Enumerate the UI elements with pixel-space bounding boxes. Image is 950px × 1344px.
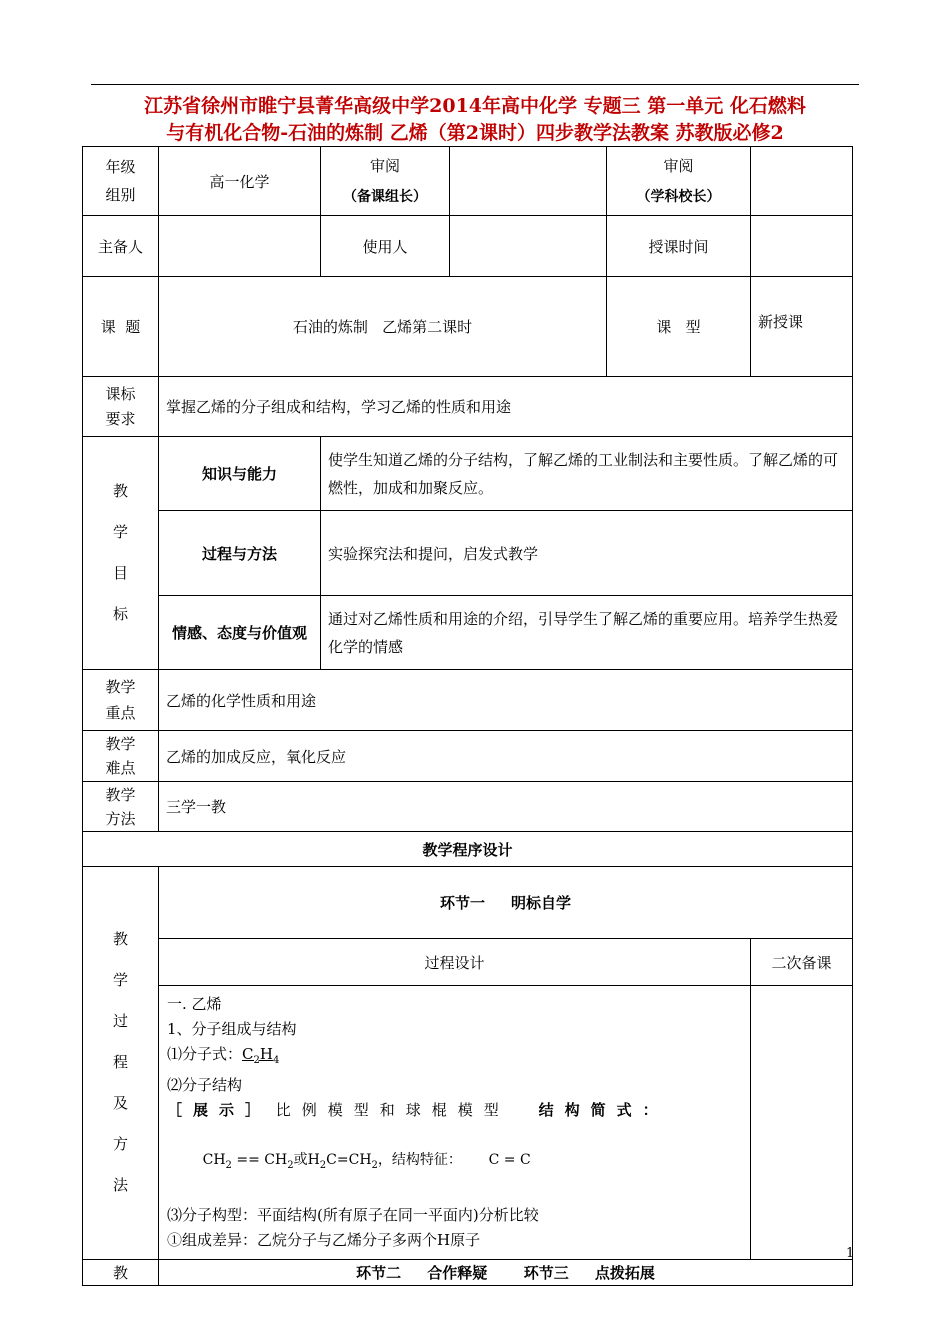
objective-value-process: 实验探究法和提问，启发式教学 bbox=[321, 511, 853, 596]
grade-group-label: 年级 组别 bbox=[83, 147, 159, 216]
line-2: 1、分子组成与结构 bbox=[167, 1020, 297, 1038]
section-1-title: 环节一 明标自学 bbox=[159, 867, 853, 939]
time-value bbox=[751, 216, 853, 277]
method-value: 三学一教 bbox=[159, 782, 853, 832]
type-label: 课 型 bbox=[607, 277, 751, 377]
col-second-header: 二次备课 bbox=[751, 939, 853, 986]
title-line-1: 江苏省徐州市睢宁县菁华高级中学2014年高中化学 专题三 第一单元 化石燃料 bbox=[144, 95, 806, 117]
topic-value: 石油的炼制 乙烯第二课时 bbox=[159, 277, 607, 377]
objective-label-knowledge: 知识与能力 bbox=[159, 437, 321, 511]
line-7: ⑶分子构型：平面结构(所有原子在同一平面内)分析比较 bbox=[167, 1205, 539, 1224]
user-value bbox=[450, 216, 607, 277]
method-label: 教学 方法 bbox=[83, 782, 159, 832]
header-rule bbox=[91, 84, 859, 85]
second-prep-content bbox=[751, 986, 853, 1260]
molecular-formula: $C_2H_4$ bbox=[242, 1045, 280, 1066]
review2-cell: 审阅 （学科校长） bbox=[607, 147, 751, 216]
user-label: 使用人 bbox=[321, 216, 450, 277]
program-title: 教学程序设计 bbox=[83, 832, 853, 867]
standard-value: 掌握乙烯的分子组成和结构，学习乙烯的性质和用途 bbox=[159, 377, 853, 437]
document-title bbox=[60, 93, 890, 147]
section-2-title: 环节二 合作释疑 环节三 点拨拓展 bbox=[159, 1259, 853, 1285]
col-design-header: 过程设计 bbox=[159, 939, 751, 986]
process-label: 教 学 过 程 及 方 法 bbox=[83, 867, 159, 1260]
line-5: ［展示］ 比例模型和球棍模型 结构简式： bbox=[167, 1101, 669, 1119]
objective-value-emotion: 通过对乙烯性质和用途的介绍，引导学生了解乙烯的重要应用。培养学生热爱化学的情感 bbox=[321, 596, 853, 670]
standard-label: 课标 要求 bbox=[83, 377, 159, 437]
process-label-continued: 教 bbox=[83, 1259, 159, 1285]
preparer-value bbox=[159, 216, 321, 277]
topic-label: 课 题 bbox=[83, 277, 159, 377]
review-value bbox=[450, 147, 607, 216]
review-cell: 审阅 （备课组长） bbox=[321, 147, 450, 216]
grade-group-value: 高一化学 bbox=[159, 147, 321, 216]
title-line-2: 与有机化合物-石油的炼制 乙烯（第2课时）四步教学法教案 苏教版必修2 bbox=[166, 122, 784, 144]
line-1: 一. 乙烯 bbox=[167, 995, 222, 1013]
page-number: 1 bbox=[846, 1246, 855, 1261]
review2-value bbox=[751, 147, 853, 216]
key-points-label: 教学 重点 bbox=[83, 670, 159, 731]
type-value: 新授课 bbox=[751, 277, 853, 377]
lesson-plan-table bbox=[82, 146, 853, 1286]
objective-label-emotion: 情感、态度与价值观 bbox=[159, 596, 321, 670]
line-6: $CH_2 == CH_2$或$H_2C=CH_2$，结构特征： C = C bbox=[202, 1152, 531, 1171]
preparer-label: 主备人 bbox=[83, 216, 159, 277]
difficulties-label: 教学 难点 bbox=[83, 731, 159, 782]
objectives-label: 教 学 目 标 bbox=[83, 437, 159, 670]
objective-label-process: 过程与方法 bbox=[159, 511, 321, 596]
difficulties-value: 乙烯的加成反应，氧化反应 bbox=[159, 731, 853, 782]
key-points-value: 乙烯的化学性质和用途 bbox=[159, 670, 853, 731]
line-8: ①组成差异：乙烷分子与乙烯分子多两个H原子 bbox=[167, 1230, 481, 1249]
line-3: ⑴分子式：$C_2H_4$ bbox=[167, 1045, 280, 1066]
line-4: ⑵分子结构 bbox=[167, 1076, 243, 1094]
process-design-content bbox=[159, 986, 751, 1260]
objective-value-knowledge: 使学生知道乙烯的分子结构，了解乙烯的工业制法和主要性质。了解乙烯的可燃性，加成和加聚反应。 bbox=[321, 437, 853, 511]
time-label: 授课时间 bbox=[607, 216, 751, 277]
